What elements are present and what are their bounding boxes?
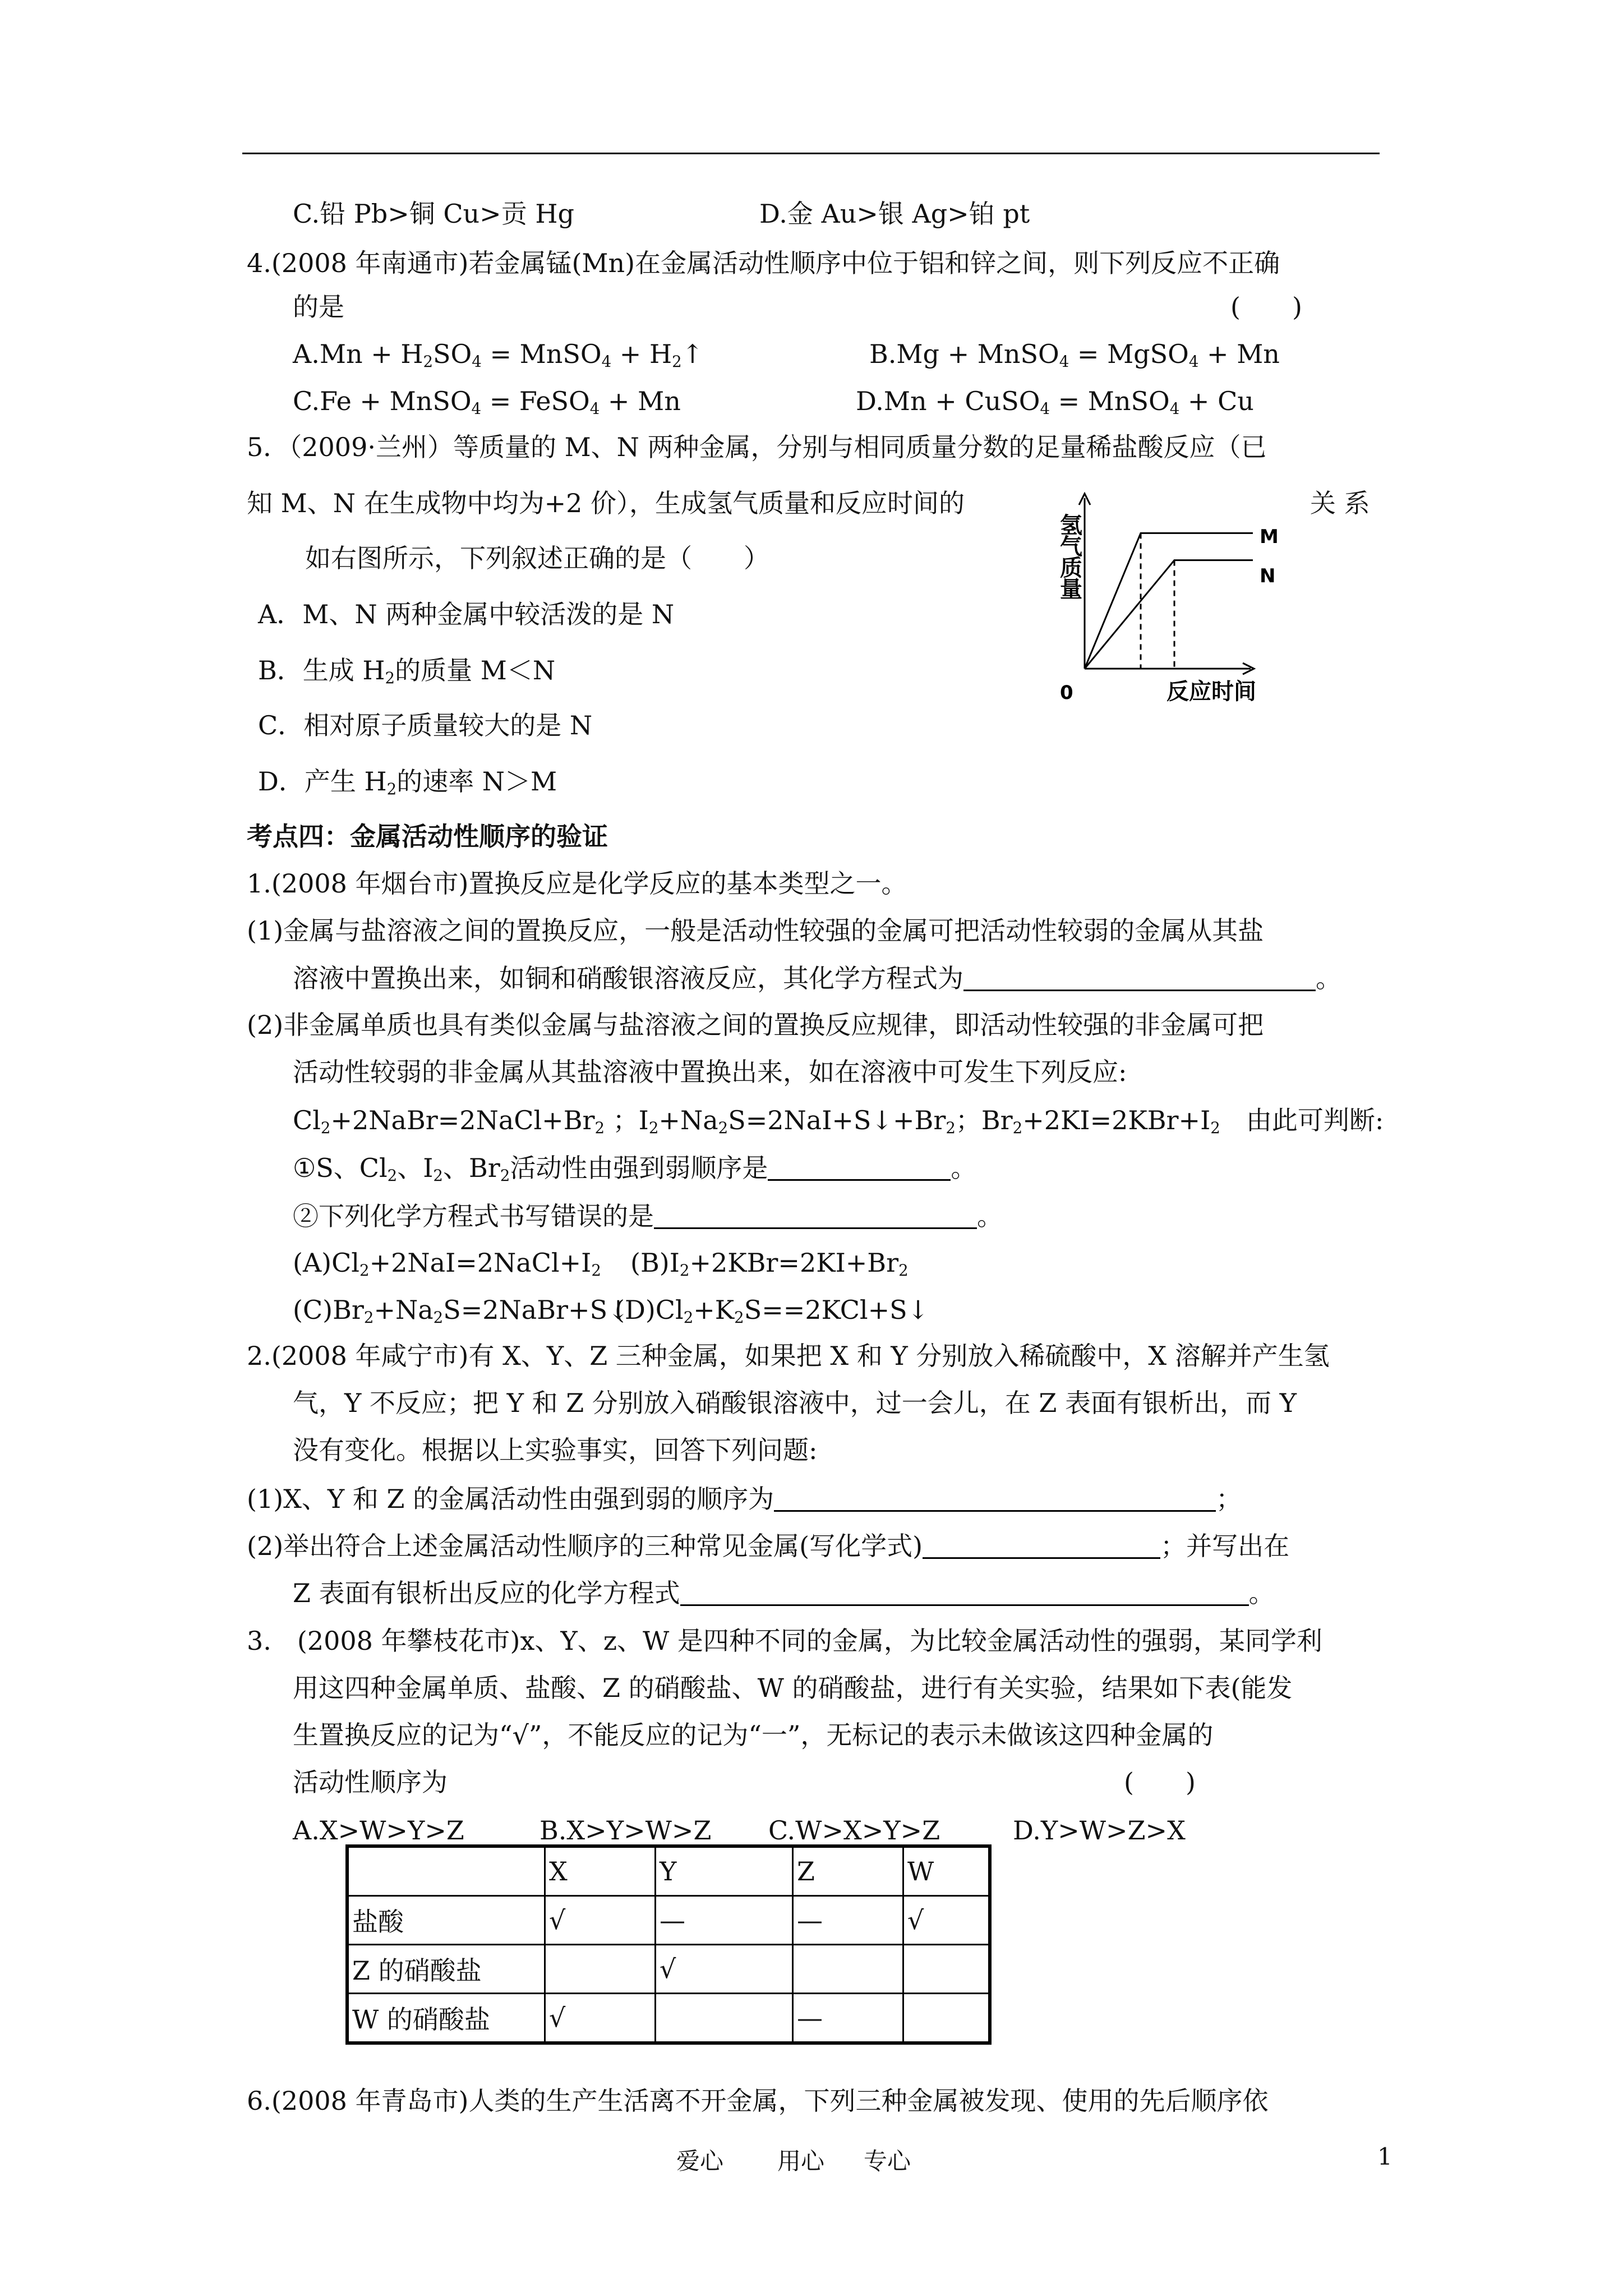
table-cell: √ — [903, 1896, 990, 1945]
q4-option-c: C.Fe + MnSO$_4$ = FeSO$_4$ + Mn — [293, 386, 681, 418]
reaction-results-table — [345, 1844, 992, 2045]
answer-blank[interactable] — [768, 1153, 951, 1181]
q4-option-a: $A.Mn + H_2SO_4$ = MnSO$_4$ + $H_2↑$ — [293, 339, 704, 371]
q5-stem-tail: 关 系 — [1310, 488, 1370, 518]
s4-q3-option-d: D.Y>W>Z>X — [1013, 1815, 1186, 1846]
s4-q2-part1: (1)X、Y 和 Z 的金属活动性由强到弱的顺序为 ； — [247, 1484, 1242, 1515]
table-row — [347, 1994, 990, 2044]
table-row-label: Z 的硝酸盐 — [347, 1945, 545, 1994]
s4-q1-part1: (1)金属与盐溶液之间的置换反应，一般是活动性较强的金属可把活动性较弱的金属从其盐 — [247, 915, 1264, 946]
svg-text:质: 质 — [1060, 555, 1082, 581]
s4-q2-stem-cont: 气，Y 不反应；把 Y 和 Z 分别放入硝酸银溶液中，过一会儿，在 Z 表面有银析出，而 Y — [293, 1388, 1297, 1418]
table-cell — [793, 1945, 903, 1994]
q5-option-c: C．相对原子质量较大的是 N — [258, 710, 593, 740]
footer-text-3: 专心 — [864, 2147, 911, 2175]
table-cell: √ — [656, 1945, 793, 1994]
series-m-label: M — [1260, 526, 1279, 548]
footer-text-2: 用心 — [777, 2147, 825, 2175]
s4-q1-sub1: ①S、$Cl_2$、$I_2$、$Br_2$活动性由强到弱顺序是 。 — [293, 1153, 977, 1185]
table-row-label — [347, 1846, 545, 1896]
table-cell: Z — [793, 1846, 903, 1896]
table-cell: — — [793, 1896, 903, 1945]
s4-q2-part2: (2)举出符合上述金属活动性顺序的三种常见金属(写化学式) ；并写出在 — [247, 1531, 1290, 1562]
q4-option-d: D.Mn + CuSO$_4$ = MnSO$_4$ + Cu — [856, 386, 1254, 418]
q5-stem-cont: 知 M、N 在生成物中均为+2 价），生成氢气质量和反应时间的 — [247, 488, 965, 518]
svg-text:量: 量 — [1060, 577, 1082, 602]
s4-q3-stem-cont1: 用这四种金属单质、盐酸、Z 的硝酸盐、W 的硝酸盐，进行有关实验，结果如下表(能发 — [293, 1673, 1293, 1703]
s4-q3-stem-cont2: 生置换反应的记为“√”，不能反应的记为“一”，无标记的表示未做该这四种金属的 — [293, 1720, 1214, 1750]
s4-q3-option-a: A.X>W>Y>Z — [293, 1815, 464, 1846]
table-cell: √ — [545, 1896, 656, 1945]
q5-option-a: A．M、N 两种金属中较活泼的是 N — [258, 599, 675, 629]
table-cell: Y — [656, 1846, 793, 1896]
s4-q1-part2-cont: 活动性较弱的非金属从其盐溶液中置换出来，如在溶液中可发生下列反应: — [293, 1057, 1127, 1087]
chart-y-axis-label — [1060, 513, 1082, 602]
s4-q1-reactions: $Cl_2+2NaBr=2NaCl+Br_2$ ；$I_2+Na_2S=2NaI+S↓+Br_2$；$Br_2+2KI=2KBr+I_2$ 由此可判断: — [293, 1105, 1384, 1137]
s4-q1-part1-cont: 溶液中置换出来，如铜和硝酸银溶液反应，其化学方程式为 。 — [293, 963, 1341, 994]
table-cell — [545, 1945, 656, 1994]
chart-origin-label: 0 — [1060, 682, 1073, 704]
svg-text:气: 气 — [1060, 534, 1082, 560]
answer-blank[interactable] — [963, 964, 1316, 991]
svg-text:氢: 氢 — [1060, 513, 1082, 539]
s4-q1-option-a: $(A)Cl_2+2NaI=2NaCl+I_2$ — [293, 1248, 601, 1280]
table-cell: — — [793, 1994, 903, 2044]
s4-q1-part2: (2)非金属单质也具有类似金属与盐溶液之间的置换反应规律，即活动性较强的非金属可把 — [247, 1010, 1264, 1040]
table-cell: — — [656, 1896, 793, 1945]
s4-q2-stem-end: 没有变化。根据以上实验事实，回答下列问题: — [293, 1435, 818, 1465]
q4-answer-bracket: ( ) — [1230, 292, 1302, 322]
q6-stem: 6.(2008 年青岛市)人类的生产生活离不开金属，下列三种金属被发现、使用的先后顺序依 — [247, 2086, 1269, 2116]
q4-stem: 4.(2008 年南通市)若金属锰(Mn)在金属活动性顺序中位于铝和锌之间，则下列反应不正确 — [247, 248, 1280, 278]
answer-blank[interactable] — [680, 1579, 1249, 1606]
series-n-label: N — [1260, 565, 1276, 587]
s4-q2-stem: 2.(2008 年咸宁市)有 X、Y、Z 三种金属，如果把 X 和 Y 分别放入稀硫酸中，X 溶解并产生氢 — [247, 1341, 1330, 1371]
s4-q1-option-d: $(D)Cl_2+K_2S==2KCl+S↓$ — [615, 1295, 929, 1327]
q3-option-d: D.金 Au>银 Ag>铂 pt — [759, 199, 1030, 229]
s4-q1-option-c: $(C)Br_2+Na_2S=2NaBr+S↓$ — [293, 1295, 629, 1327]
series-line-m — [1085, 533, 1253, 669]
series-line-n — [1085, 560, 1253, 669]
q4-stem-cont: 的是 — [293, 292, 344, 322]
answer-blank[interactable] — [774, 1484, 1216, 1512]
table-cell: W — [903, 1846, 990, 1896]
table-row-label: 盐酸 — [347, 1896, 545, 1945]
q4-option-b: B.Mg + MnSO$_4$ = MgSO$_4$ + Mn — [869, 339, 1280, 371]
table-row — [347, 1945, 990, 1994]
q5-option-b: B．生成 $H_2$的质量 M＜N — [258, 655, 556, 687]
q5-option-d: D．产生 $H_2$的速率 N＞M — [258, 766, 557, 798]
q3-option-c: C.铅 Pb>铜 Cu>贡 Hg — [293, 199, 574, 229]
s4-q1-sub2: ②下列化学方程式书写错误的是 。 — [293, 1201, 1003, 1232]
s4-q3-answer-bracket: ( ) — [1124, 1767, 1196, 1797]
answer-blank[interactable] — [654, 1202, 977, 1229]
footer-text-1: 爱心 — [676, 2147, 724, 2175]
table-cell — [656, 1994, 793, 2044]
q5-stem: 5．（2009·兰州）等质量的 M、N 两种金属，分别与相同质量分数的足量稀盐酸反应（已 — [247, 432, 1267, 462]
s4-q3-option-b: B.X>Y>W>Z — [540, 1815, 712, 1846]
s4-q1-option-b: $(B)I_2+2KBr=2KI+Br_2$ — [630, 1248, 909, 1280]
section-heading: 考点四：金属活动性顺序的验证 — [247, 821, 608, 852]
table-row-label: W 的硝酸盐 — [347, 1994, 545, 2044]
table-cell — [903, 1945, 990, 1994]
table-cell: X — [545, 1846, 656, 1896]
s4-q3-stem: 3. (2008 年攀枝花市)x、Y、z、W 是四种不同的金属，为比较金属活动性的强弱，某同学利 — [247, 1626, 1322, 1656]
chart-x-axis-label: 反应时间 — [1166, 679, 1256, 705]
s4-q1-stem: 1.(2008 年烟台市)置换反应是化学反应的基本类型之一。 — [247, 868, 907, 899]
table-header-row — [347, 1846, 990, 1896]
s4-q3-stem-end: 活动性顺序为 — [293, 1767, 448, 1797]
header-rule — [242, 153, 1380, 154]
table-row — [347, 1896, 990, 1945]
table-cell — [903, 1994, 990, 2044]
table-cell: √ — [545, 1994, 656, 2044]
page-number: 1 — [1377, 2143, 1393, 2170]
q5-stem-end: 如右图所示，下列叙述正确的是（ ） — [305, 543, 769, 573]
s4-q2-part2-cont: Z 表面有银析出反应的化学方程式 。 — [293, 1578, 1275, 1609]
hydrogen-mass-chart — [1054, 488, 1290, 712]
answer-blank[interactable] — [923, 1531, 1160, 1559]
s4-q3-option-c: C.W>X>Y>Z — [768, 1815, 940, 1846]
